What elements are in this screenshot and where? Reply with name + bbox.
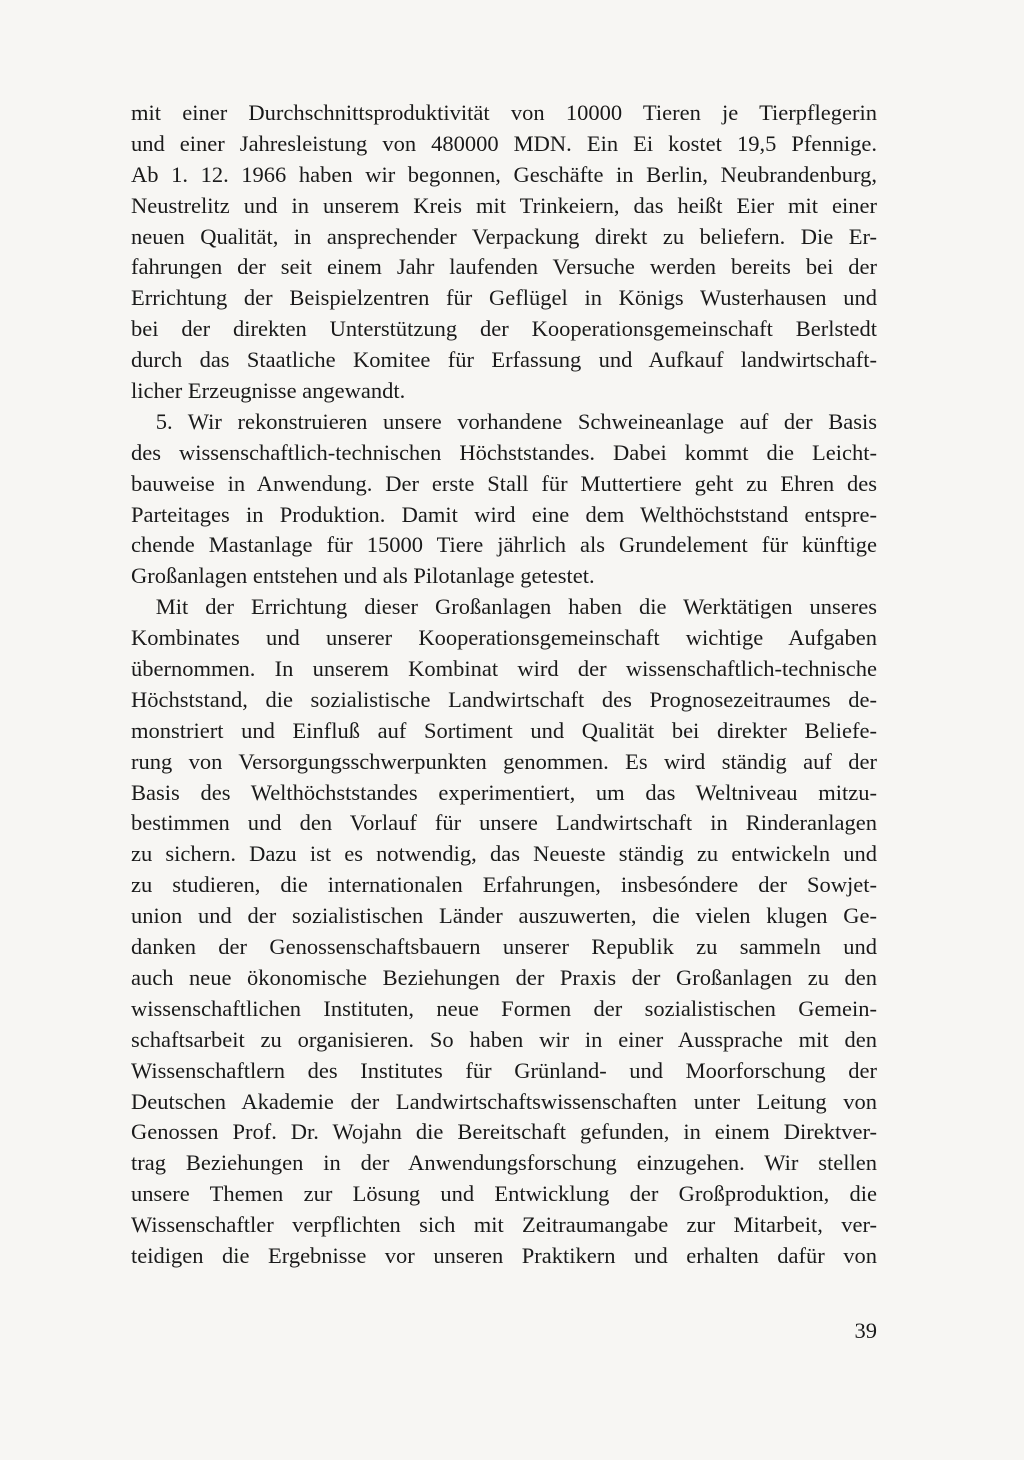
text-line: fahrungen der seit einem Jahr laufenden Versuche werden bereits bei der (131, 254, 877, 280)
text-line: auch neue ökonomische Beziehungen der Praxis der Großanlagen zu den (131, 964, 877, 990)
text-line: Deutschen Akademie der Landwirtschaftswissenschaften unter Leitung von (131, 1088, 877, 1114)
text-line: übernommen. In unserem Kombinat wird der wissenschaftlich-technische (131, 656, 877, 682)
text-line: zu studieren, die internationalen Erfahrungen, insbesóndere der Sowjet- (131, 872, 877, 898)
text-line: trag Beziehungen in der Anwendungsforschung einzugehen. Wir stellen (131, 1150, 877, 1176)
text-line: Neustrelitz und in unserem Kreis mit Trinkeiern, das heißt Eier mit einer (131, 192, 877, 218)
text-line: wissenschaftlichen Instituten, neue Formen der sozialistischen Gemein- (131, 995, 877, 1021)
text-line: rung von Versorgungsschwerpunkten genommen. Es wird ständig auf der (131, 748, 877, 774)
text-line: Höchststand, die sozialistische Landwirtschaft des Prognosezeitraumes de- (131, 686, 877, 712)
body-text (131, 98, 877, 1272)
text-line: unsere Themen zur Lösung und Entwicklung der Großproduktion, die (131, 1181, 877, 1207)
text-line: chende Mastanlage für 15000 Tiere jährlich als Grundelement für künftige (131, 532, 877, 558)
text-line: danken der Genossenschaftsbauern unserer Republik zu sammeln und (131, 934, 877, 960)
paragraph (131, 407, 877, 592)
text-line: bauweise in Anwendung. Der erste Stall für Muttertiere geht zu Ehren des (131, 470, 877, 496)
text-line: Kombinates und unserer Kooperationsgemeinschaft wichtige Aufgaben (131, 625, 877, 651)
text-line: licher Erzeugnisse angewandt. (131, 378, 406, 404)
text-line: neuen Qualität, in ansprechender Verpackung direkt zu beliefern. Die Er- (131, 223, 877, 249)
text-line: bestimmen und den Vorlauf für unsere Landwirtschaft in Rinderanlagen (131, 810, 877, 836)
text-line: 5. Wir rekonstruieren unsere vorhandene Schweineanlage auf der Basis (155, 408, 877, 434)
text-line: monstriert und Einfluß auf Sortiment und Qualität bei direkter Beliefe- (131, 717, 877, 743)
text-line: Errichtung der Beispielzentren für Geflügel in Königs Wusterhausen und (131, 285, 877, 311)
text-line: mit einer Durchschnittsproduktivität von 10000 Tieren je Tierpflegerin (131, 100, 877, 125)
text-line: bei der direkten Unterstützung der Kooperationsgemeinschaft Berlstedt (131, 316, 877, 342)
text-line: Wissenschaftlern des Institutes für Grünland- und Moorforschung der (131, 1057, 877, 1083)
text-line: Genossen Prof. Dr. Wojahn die Bereitschaft gefunden, in einem Direktver- (131, 1119, 877, 1145)
text-line: durch das Staatliche Komitee für Erfassung und Aufkauf landwirtschaft- (131, 347, 877, 373)
text-line: union und der sozialistischen Länder auszuwerten, die vielen klugen Ge- (131, 903, 877, 929)
text-line: Parteitages in Produktion. Damit wird eine dem Welthöchststand entspre- (131, 501, 877, 527)
text-line: Basis des Welthöchststandes experimentiert, um das Weltniveau mitzu- (131, 779, 877, 805)
paragraph (131, 592, 877, 1272)
text-line: Großanlagen entstehen und als Pilotanlage getestet. (131, 563, 595, 589)
text-line: Ab 1. 12. 1966 haben wir begonnen, Geschäfte in Berlin, Neubrandenburg, (131, 161, 877, 187)
text-line: zu sichern. Dazu ist es notwendig, das Neueste ständig zu entwickeln und (131, 841, 877, 867)
text-line: des wissenschaftlich-technischen Höchststandes. Dabei kommt die Leicht- (131, 439, 877, 465)
text-line: und einer Jahresleistung von 480000 MDN. Ein Ei kostet 19,5 Pfennige. (131, 130, 877, 156)
text-line: Wissenschaftler verpflichten sich mit Zeitraumangabe zur Mitarbeit, ver- (131, 1212, 877, 1238)
text-line: Mit der Errichtung dieser Großanlagen haben die Werktätigen unseres (155, 594, 877, 620)
text-line: schaftsarbeit zu organisieren. So haben wir in einer Aussprache mit den (131, 1026, 877, 1052)
paragraph (131, 98, 877, 407)
text-line: teidigen die Ergebnisse vor unseren Praktikern und erhalten dafür von (131, 1242, 877, 1268)
page-number: 39 (854, 1318, 877, 1343)
